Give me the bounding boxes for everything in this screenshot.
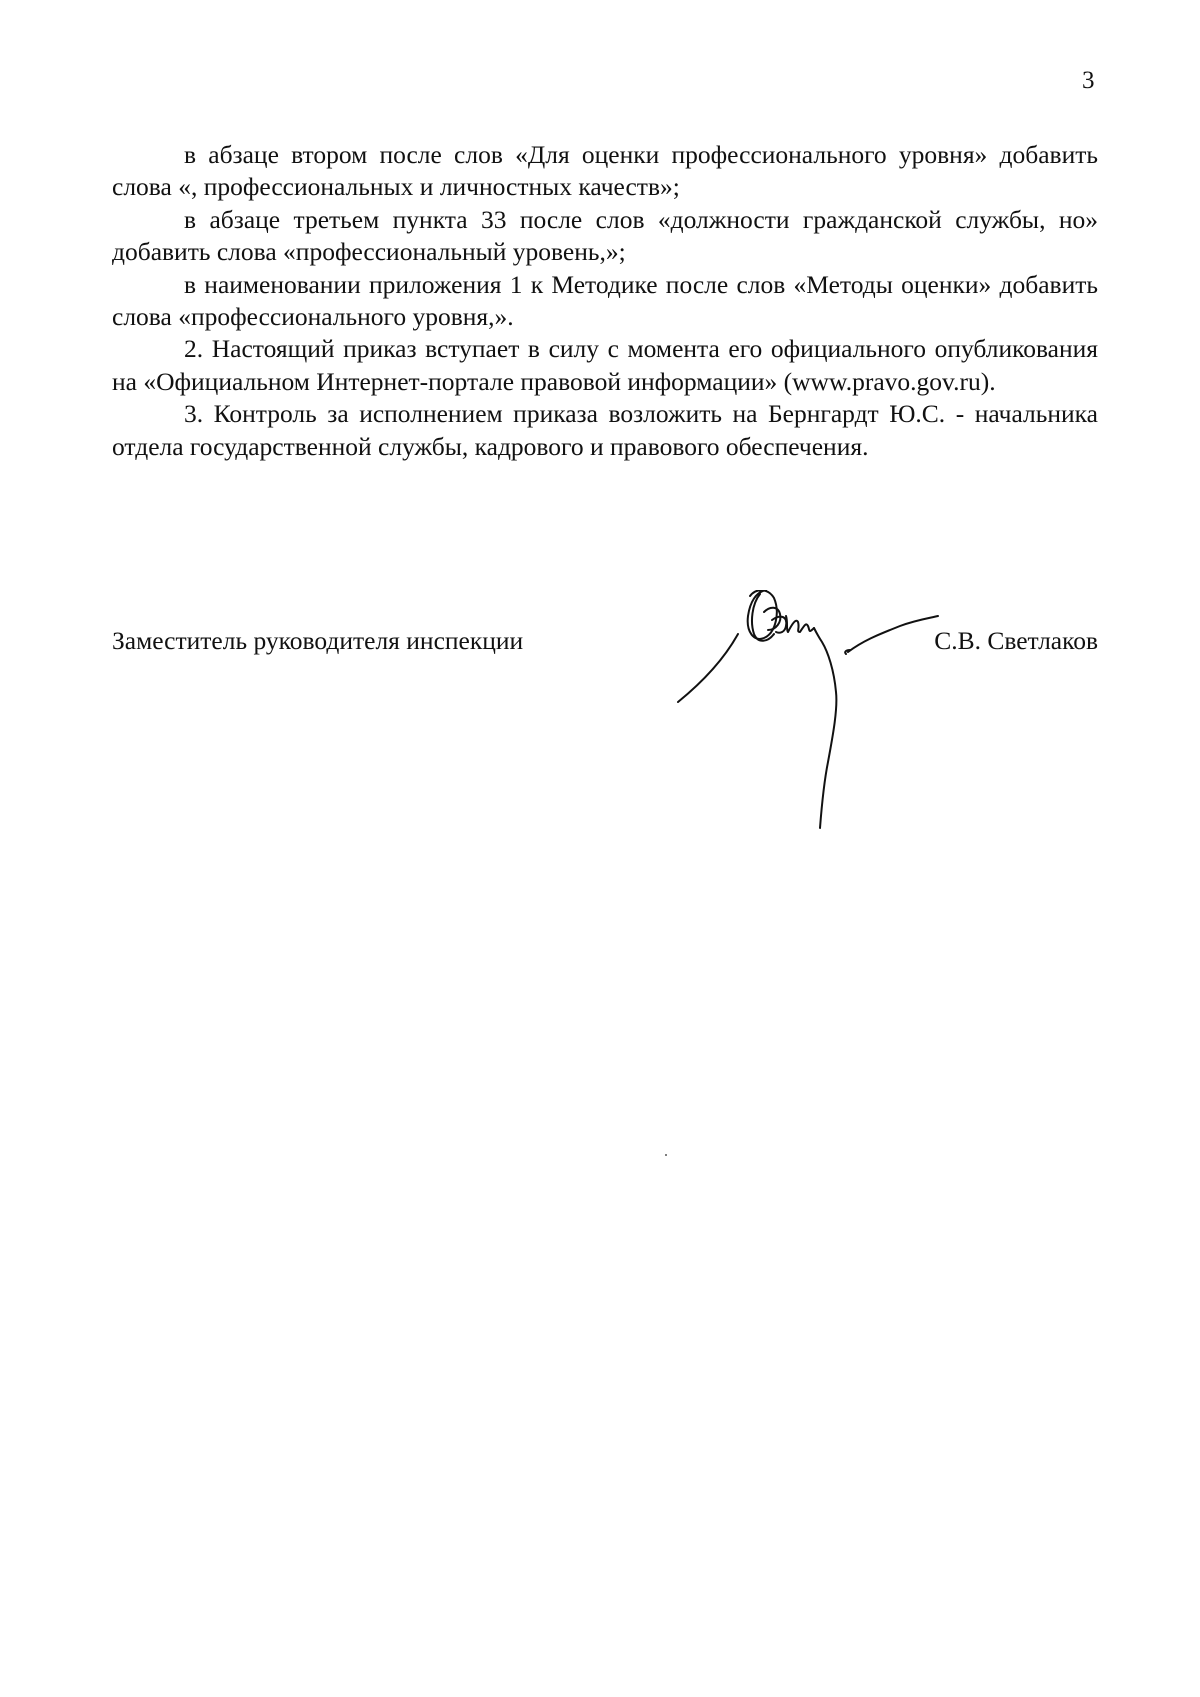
paragraph-amendment-2: в абзаце третьем пункта 33 после слов «должности гражданской службы, но» добавить слова «профессиональный уровень,»; xyxy=(112,204,1098,267)
signer-name: С.В. Светлаков xyxy=(934,626,1098,655)
signature-block xyxy=(112,625,1098,825)
paragraph-amendment-3: в наименовании приложения 1 к Методике после слов «Методы оценки» добавить слова «профессионального уровня,». xyxy=(112,269,1098,332)
paragraph-effective-date: 2. Настоящий приказ вступает в силу с момента его официального опубликования на «Официальном Интернет-портале правовой информации» (www.pravo.gov.ru). xyxy=(112,334,1098,396)
document-body xyxy=(112,139,1098,463)
paragraph-control: 3. Контроль за исполнением приказа возложить на Бернгардт Ю.С. - начальника отдела государственной службы, кадрового и правового обеспечения. xyxy=(112,399,1098,461)
signer-title: Заместитель руководителя инспекции xyxy=(112,626,524,655)
scan-speck xyxy=(665,1154,667,1156)
page-number: 3 xyxy=(1082,67,1095,94)
paragraph-amendment-1: в абзаце втором после слов «Для оценки профессионального уровня» добавить слова «, профессиональных и личностных качеств»; xyxy=(112,140,1098,202)
